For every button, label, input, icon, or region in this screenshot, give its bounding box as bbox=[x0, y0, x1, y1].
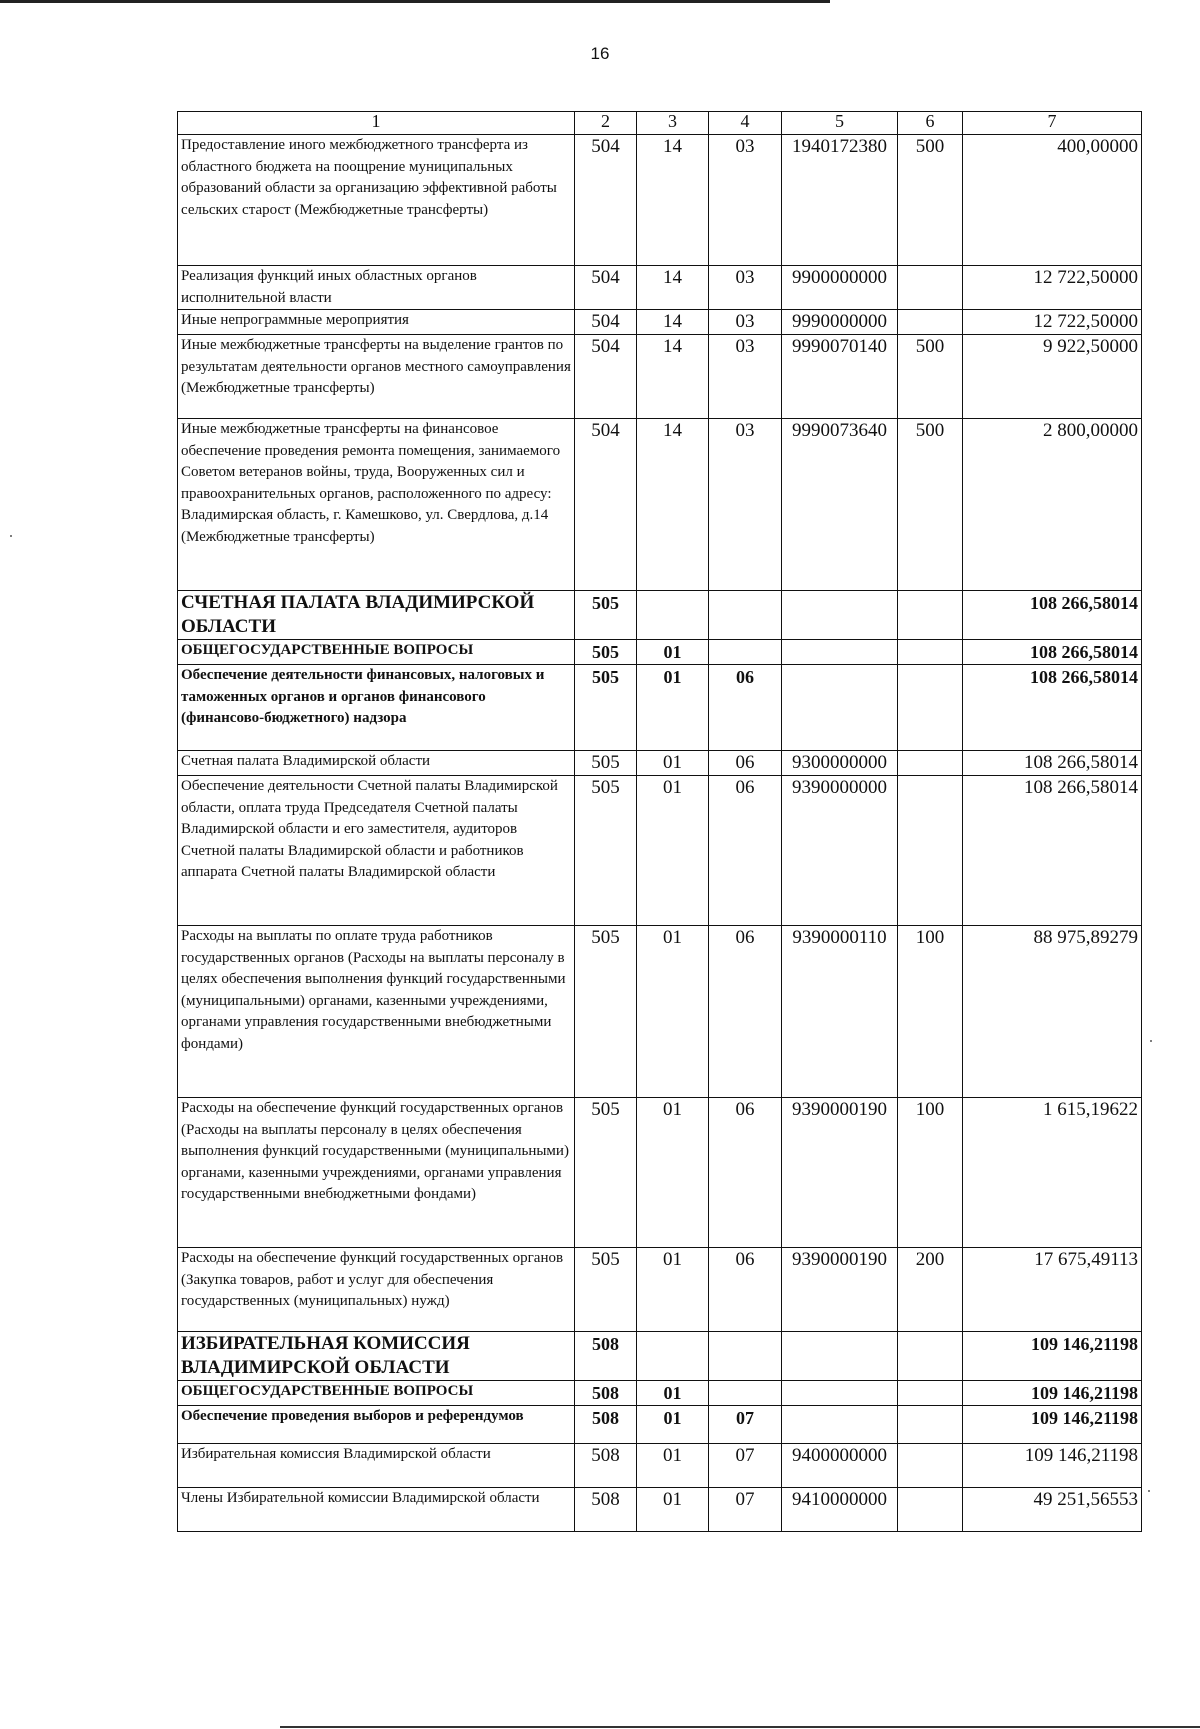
row-amount: 108 266,58014 bbox=[963, 640, 1142, 665]
table-row bbox=[178, 1406, 1142, 1444]
table-row bbox=[178, 135, 1142, 266]
row-code-5: 9390000190 bbox=[782, 1098, 898, 1248]
row-code-5: 9990000000 bbox=[782, 310, 898, 335]
scan-speck bbox=[1150, 1040, 1152, 1042]
scan-edge-bottom bbox=[280, 1726, 1200, 1728]
row-code-3: 14 bbox=[637, 335, 709, 419]
row-amount: 12 722,50000 bbox=[963, 310, 1142, 335]
scan-speck bbox=[10, 535, 12, 537]
row-code-4: 03 bbox=[709, 310, 782, 335]
row-amount: 12 722,50000 bbox=[963, 266, 1142, 310]
row-code-3: 01 bbox=[637, 1444, 709, 1488]
row-amount: 108 266,58014 bbox=[963, 665, 1142, 751]
row-code-6 bbox=[898, 591, 963, 640]
row-code-6 bbox=[898, 1444, 963, 1488]
row-code-3: 14 bbox=[637, 135, 709, 266]
row-code-2: 505 bbox=[575, 640, 637, 665]
row-code-3: 01 bbox=[637, 776, 709, 926]
table-header-row bbox=[178, 112, 1142, 135]
row-code-4: 06 bbox=[709, 751, 782, 776]
row-code-6: 200 bbox=[898, 1248, 963, 1332]
row-description: ОБЩЕГОСУДАРСТВЕННЫЕ ВОПРОСЫ bbox=[178, 1381, 575, 1406]
table-row bbox=[178, 665, 1142, 751]
row-amount: 109 146,21198 bbox=[963, 1381, 1142, 1406]
row-description: Расходы на обеспечение функций государственных органов (Закупка товаров, работ и услуг для обеспечения государственных (муниципальных) нужд) bbox=[178, 1248, 575, 1332]
row-code-2: 508 bbox=[575, 1488, 637, 1532]
row-code-6 bbox=[898, 1488, 963, 1532]
row-code-3: 01 bbox=[637, 1248, 709, 1332]
row-code-5: 9900000000 bbox=[782, 266, 898, 310]
row-code-6 bbox=[898, 310, 963, 335]
table-row bbox=[178, 776, 1142, 926]
row-code-2: 504 bbox=[575, 419, 637, 591]
row-code-5 bbox=[782, 591, 898, 640]
row-code-5: 9390000110 bbox=[782, 926, 898, 1098]
row-code-5: 9300000000 bbox=[782, 751, 898, 776]
row-description: Расходы на выплаты по оплате труда работников государственных органов (Расходы на выплаты персоналу в целях обеспечения выполнения функций государственными (муниципальными) органами, казенными учреждениями, органами управления государственными внебюджетными фондами) bbox=[178, 926, 575, 1098]
table-row bbox=[178, 640, 1142, 665]
header-cell-2: 2 bbox=[575, 112, 637, 135]
row-code-4 bbox=[709, 591, 782, 640]
row-code-6 bbox=[898, 751, 963, 776]
header-cell-1: 1 bbox=[178, 112, 575, 135]
row-code-5 bbox=[782, 665, 898, 751]
row-code-6 bbox=[898, 1406, 963, 1444]
row-description: Предоставление иного межбюджетного трансферта из областного бюджета на поощрение муниципальных образований области за организацию эффективной работы сельских старост (Межбюджетные трансферты) bbox=[178, 135, 575, 266]
row-code-3: 01 bbox=[637, 1098, 709, 1248]
row-code-6 bbox=[898, 640, 963, 665]
row-code-3 bbox=[637, 1332, 709, 1381]
page-number: 16 bbox=[590, 44, 610, 63]
row-code-2: 505 bbox=[575, 1248, 637, 1332]
row-code-4: 07 bbox=[709, 1406, 782, 1444]
row-code-6: 500 bbox=[898, 419, 963, 591]
row-code-2: 508 bbox=[575, 1381, 637, 1406]
row-amount: 88 975,89279 bbox=[963, 926, 1142, 1098]
row-description: Обеспечение проведения выборов и референдумов bbox=[178, 1406, 575, 1444]
row-code-6: 500 bbox=[898, 135, 963, 266]
row-code-6 bbox=[898, 1332, 963, 1381]
row-amount: 108 266,58014 bbox=[963, 751, 1142, 776]
row-description: Иные межбюджетные трансферты на выделение грантов по результатам деятельности органов местного самоуправления (Межбюджетные трансферты) bbox=[178, 335, 575, 419]
row-code-2: 505 bbox=[575, 665, 637, 751]
row-code-2: 504 bbox=[575, 135, 637, 266]
row-description: Реализация функций иных областных органов исполнительной власти bbox=[178, 266, 575, 310]
row-code-5 bbox=[782, 640, 898, 665]
row-amount: 108 266,58014 bbox=[963, 591, 1142, 640]
row-code-2: 504 bbox=[575, 310, 637, 335]
row-amount: 109 146,21198 bbox=[963, 1406, 1142, 1444]
row-code-4: 07 bbox=[709, 1488, 782, 1532]
table-row bbox=[178, 1098, 1142, 1248]
row-code-5 bbox=[782, 1332, 898, 1381]
row-code-4 bbox=[709, 1381, 782, 1406]
row-code-4: 07 bbox=[709, 1444, 782, 1488]
row-code-3: 14 bbox=[637, 419, 709, 591]
row-code-4: 03 bbox=[709, 135, 782, 266]
row-code-5: 9990070140 bbox=[782, 335, 898, 419]
row-code-6 bbox=[898, 1381, 963, 1406]
table-row bbox=[178, 1444, 1142, 1488]
row-description: ИЗБИРАТЕЛЬНАЯ КОМИССИЯ ВЛАДИМИРСКОЙ ОБЛАСТИ bbox=[178, 1332, 575, 1381]
row-amount: 49 251,56553 bbox=[963, 1488, 1142, 1532]
row-description: Обеспечение деятельности Счетной палаты Владимирской области, оплата труда Председателя Счетной палаты Владимирской области и его заместителя, аудиторов Счетной палаты Владимирской области и работников аппарата Счетной палаты Владимирской области bbox=[178, 776, 575, 926]
table-row bbox=[178, 310, 1142, 335]
scan-edge-top bbox=[0, 0, 830, 3]
budget-table bbox=[177, 111, 1142, 1532]
row-code-4: 06 bbox=[709, 1098, 782, 1248]
row-description: Счетная палата Владимирской области bbox=[178, 751, 575, 776]
row-code-3 bbox=[637, 591, 709, 640]
row-amount: 17 675,49113 bbox=[963, 1248, 1142, 1332]
row-description: Иные межбюджетные трансферты на финансовое обеспечение проведения ремонта помещения, занимаемого Советом ветеранов войны, труда, Вооруженных сил и правоохранительных органов, расположенного по адресу: Владимирская область, г. Камешково, ул. Свердлова, д.14 (Межбюджетные трансферты) bbox=[178, 419, 575, 591]
row-code-3: 01 bbox=[637, 751, 709, 776]
row-code-4: 06 bbox=[709, 1248, 782, 1332]
table-row bbox=[178, 335, 1142, 419]
row-code-3: 14 bbox=[637, 310, 709, 335]
row-code-2: 505 bbox=[575, 591, 637, 640]
row-amount: 9 922,50000 bbox=[963, 335, 1142, 419]
row-code-5 bbox=[782, 1381, 898, 1406]
header-cell-5: 5 bbox=[782, 112, 898, 135]
row-code-2: 508 bbox=[575, 1444, 637, 1488]
row-code-4 bbox=[709, 1332, 782, 1381]
header-cell-7: 7 bbox=[963, 112, 1142, 135]
row-amount: 2 800,00000 bbox=[963, 419, 1142, 591]
row-code-3: 01 bbox=[637, 1381, 709, 1406]
row-code-4 bbox=[709, 640, 782, 665]
row-code-5: 9390000190 bbox=[782, 1248, 898, 1332]
row-code-3: 01 bbox=[637, 640, 709, 665]
row-code-3: 01 bbox=[637, 1488, 709, 1532]
row-code-2: 504 bbox=[575, 335, 637, 419]
header-cell-4: 4 bbox=[709, 112, 782, 135]
row-code-6 bbox=[898, 266, 963, 310]
table-row bbox=[178, 591, 1142, 640]
row-code-2: 505 bbox=[575, 751, 637, 776]
row-code-2: 505 bbox=[575, 776, 637, 926]
row-code-2: 504 bbox=[575, 266, 637, 310]
row-code-5: 9410000000 bbox=[782, 1488, 898, 1532]
table-row bbox=[178, 1332, 1142, 1381]
row-code-4: 03 bbox=[709, 266, 782, 310]
row-description: Расходы на обеспечение функций государственных органов (Расходы на выплаты персоналу в целях обеспечения выполнения функций государственными (муниципальными) органами, казенными учреждениями, органами управления государственными внебюджетными фондами) bbox=[178, 1098, 575, 1248]
row-description: Члены Избирательной комиссии Владимирской области bbox=[178, 1488, 575, 1532]
row-description: Обеспечение деятельности финансовых, налоговых и таможенных органов и органов финансового (финансово-бюджетного) надзора bbox=[178, 665, 575, 751]
row-code-5: 9990073640 bbox=[782, 419, 898, 591]
table-row bbox=[178, 1488, 1142, 1532]
row-code-2: 505 bbox=[575, 1098, 637, 1248]
row-code-3: 01 bbox=[637, 665, 709, 751]
row-code-6: 100 bbox=[898, 1098, 963, 1248]
row-code-3: 01 bbox=[637, 1406, 709, 1444]
table-row bbox=[178, 751, 1142, 776]
row-description: СЧЕТНАЯ ПАЛАТА ВЛАДИМИРСКОЙ ОБЛАСТИ bbox=[178, 591, 575, 640]
row-amount: 108 266,58014 bbox=[963, 776, 1142, 926]
row-code-3: 01 bbox=[637, 926, 709, 1098]
row-amount: 400,00000 bbox=[963, 135, 1142, 266]
row-code-6: 500 bbox=[898, 335, 963, 419]
table-row bbox=[178, 266, 1142, 310]
row-code-3: 14 bbox=[637, 266, 709, 310]
row-code-6: 100 bbox=[898, 926, 963, 1098]
row-amount: 1 615,19622 bbox=[963, 1098, 1142, 1248]
row-code-5 bbox=[782, 1406, 898, 1444]
row-code-4: 03 bbox=[709, 335, 782, 419]
table-row bbox=[178, 926, 1142, 1098]
row-description: Избирательная комиссия Владимирской области bbox=[178, 1444, 575, 1488]
row-description: ОБЩЕГОСУДАРСТВЕННЫЕ ВОПРОСЫ bbox=[178, 640, 575, 665]
table-row bbox=[178, 1381, 1142, 1406]
row-amount: 109 146,21198 bbox=[963, 1444, 1142, 1488]
header-cell-6: 6 bbox=[898, 112, 963, 135]
row-code-4: 06 bbox=[709, 665, 782, 751]
row-amount: 109 146,21198 bbox=[963, 1332, 1142, 1381]
row-description: Иные непрограммные мероприятия bbox=[178, 310, 575, 335]
row-code-2: 508 bbox=[575, 1406, 637, 1444]
row-code-4: 03 bbox=[709, 419, 782, 591]
row-code-5: 9390000000 bbox=[782, 776, 898, 926]
scan-speck bbox=[1148, 1490, 1150, 1492]
row-code-5: 1940172380 bbox=[782, 135, 898, 266]
row-code-5: 9400000000 bbox=[782, 1444, 898, 1488]
header-cell-3: 3 bbox=[637, 112, 709, 135]
row-code-2: 505 bbox=[575, 926, 637, 1098]
table-row bbox=[178, 1248, 1142, 1332]
row-code-6 bbox=[898, 665, 963, 751]
row-code-4: 06 bbox=[709, 926, 782, 1098]
table-row bbox=[178, 419, 1142, 591]
row-code-6 bbox=[898, 776, 963, 926]
row-code-2: 508 bbox=[575, 1332, 637, 1381]
row-code-4: 06 bbox=[709, 776, 782, 926]
